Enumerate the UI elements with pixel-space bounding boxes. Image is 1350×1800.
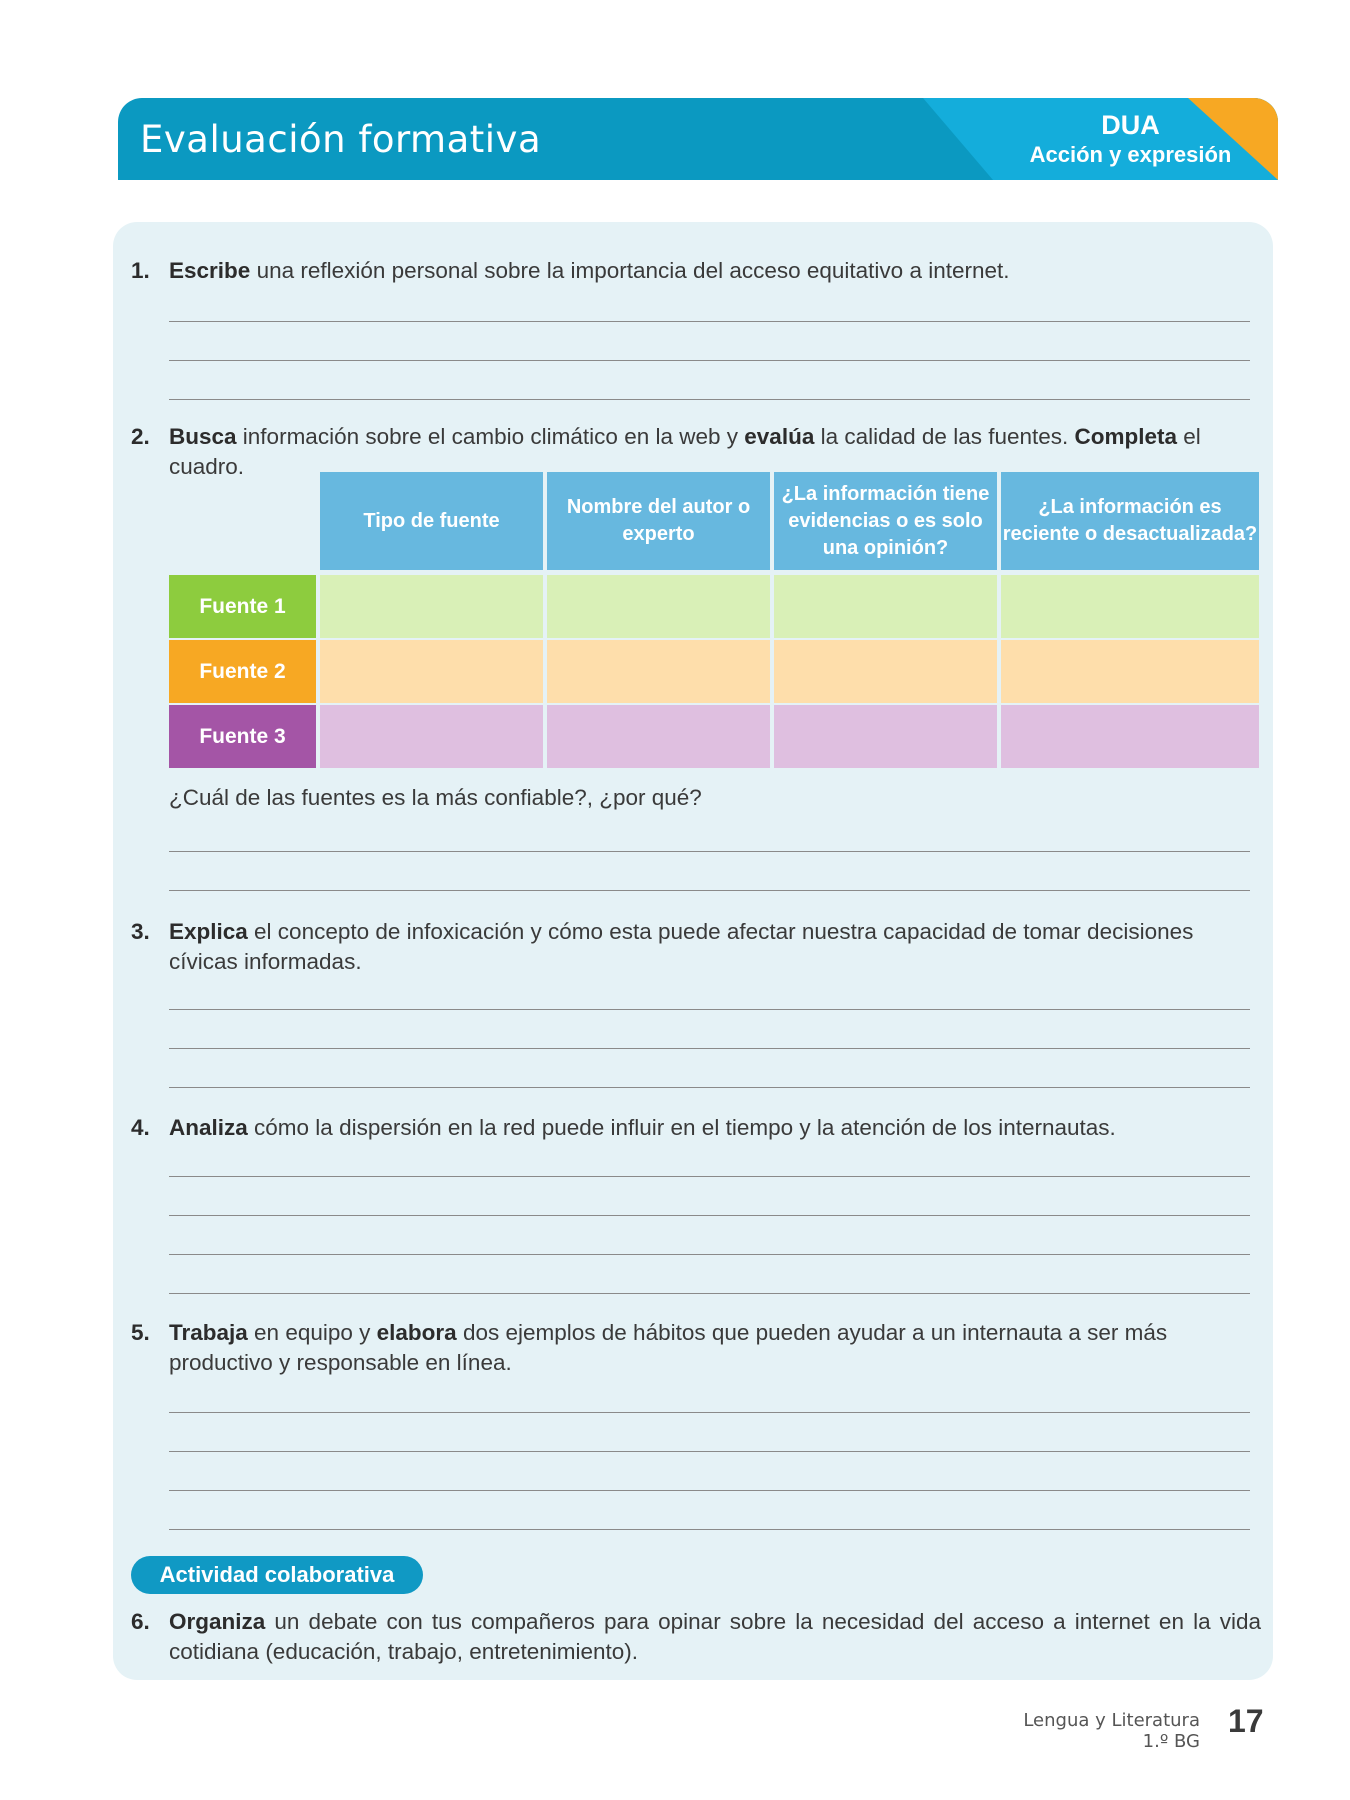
answer-line[interactable] — [169, 360, 1250, 361]
answer-line[interactable] — [169, 1176, 1250, 1177]
answer-line[interactable] — [169, 399, 1250, 400]
question-3 — [131, 917, 1261, 977]
table-cell[interactable] — [547, 575, 770, 638]
question-5 — [131, 1318, 1261, 1378]
answer-line[interactable] — [169, 851, 1250, 852]
table-cell[interactable] — [320, 640, 543, 703]
table-header-cell: ¿La información tiene evidencias o es solo una opinión? — [774, 472, 997, 570]
table-header-cell: Nombre del autor o experto — [547, 472, 770, 570]
table-cell[interactable] — [774, 640, 997, 703]
answer-line[interactable] — [169, 1490, 1250, 1491]
answer-line[interactable] — [169, 1215, 1250, 1216]
subject-name: Lengua y Literatura — [1023, 1710, 1200, 1731]
answer-line[interactable] — [169, 321, 1250, 322]
table-cell[interactable] — [320, 705, 543, 768]
dua-label: DUA — [1101, 110, 1160, 140]
answer-line[interactable] — [169, 1254, 1250, 1255]
section-title: Evaluación formativa — [140, 118, 542, 161]
sources-table — [169, 472, 1259, 768]
table-header-cell: ¿La información es reciente o desactualizada? — [1001, 472, 1259, 570]
question-text: Organiza un debate con tus compañeros para opinar sobre la necesidad del acceso a internet en la vida cotidiana (educación, trabajo, entretenimiento). — [169, 1609, 1261, 1664]
table-cell[interactable] — [1001, 705, 1259, 768]
question-text: Escribe una reflexión personal sobre la importancia del acceso equitativo a internet. — [169, 258, 1010, 283]
question-number: 5. — [131, 1320, 150, 1345]
question-number: 2. — [131, 424, 150, 449]
question-text: Trabaja en equipo y elabora dos ejemplos de hábitos que pueden ayudar a un internauta a ser más productivo y responsable en línea. — [169, 1320, 1168, 1375]
question-text: Busca información sobre el cambio climático en la web y evalúa la calidad de las fuentes. Completa el cuadro. — [169, 424, 1201, 479]
table-header-cell: Tipo de fuente — [320, 472, 543, 570]
row-label-fuente-3: Fuente 3 — [169, 705, 316, 768]
dua-subtitle: Acción y expresión — [1029, 142, 1232, 167]
answer-line[interactable] — [169, 1048, 1250, 1049]
table-cell[interactable] — [774, 575, 997, 638]
table-cell[interactable] — [1001, 640, 1259, 703]
page-number: 17 — [1228, 1703, 1264, 1739]
question-6 — [131, 1607, 1261, 1667]
answer-line[interactable] — [169, 1412, 1250, 1413]
answer-line[interactable] — [169, 1529, 1250, 1530]
question-text: Analiza cómo la dispersión en la red puede influir en el tiempo y la atención de los internautas. — [169, 1115, 1116, 1140]
answer-line[interactable] — [169, 1293, 1250, 1294]
answer-line[interactable] — [169, 1087, 1250, 1088]
collaborative-activity-badge: Actividad colaborativa — [131, 1556, 423, 1594]
question-4 — [131, 1113, 1261, 1143]
row-label-fuente-1: Fuente 1 — [169, 575, 316, 638]
question-2-followup: ¿Cuál de las fuentes es la más confiable?, ¿por qué? — [169, 785, 702, 810]
footer-subject — [1023, 1710, 1200, 1752]
table-cell[interactable] — [1001, 575, 1259, 638]
table-cell[interactable] — [547, 640, 770, 703]
question-number: 3. — [131, 919, 150, 944]
table-cell[interactable] — [320, 575, 543, 638]
row-label-fuente-2: Fuente 2 — [169, 640, 316, 703]
answer-line[interactable] — [169, 1009, 1250, 1010]
question-1 — [131, 256, 1261, 286]
table-cell[interactable] — [774, 705, 997, 768]
answer-line[interactable] — [169, 890, 1250, 891]
question-number: 4. — [131, 1115, 150, 1140]
grade-label: 1.º BG — [1142, 1731, 1200, 1752]
question-number: 1. — [131, 258, 150, 283]
question-number: 6. — [131, 1609, 150, 1634]
table-cell[interactable] — [547, 705, 770, 768]
answer-line[interactable] — [169, 1451, 1250, 1452]
question-text: Explica el concepto de infoxicación y cómo esta puede afectar nuestra capacidad de tomar decisiones cívicas informadas. — [169, 919, 1194, 974]
section-banner — [118, 98, 1278, 180]
